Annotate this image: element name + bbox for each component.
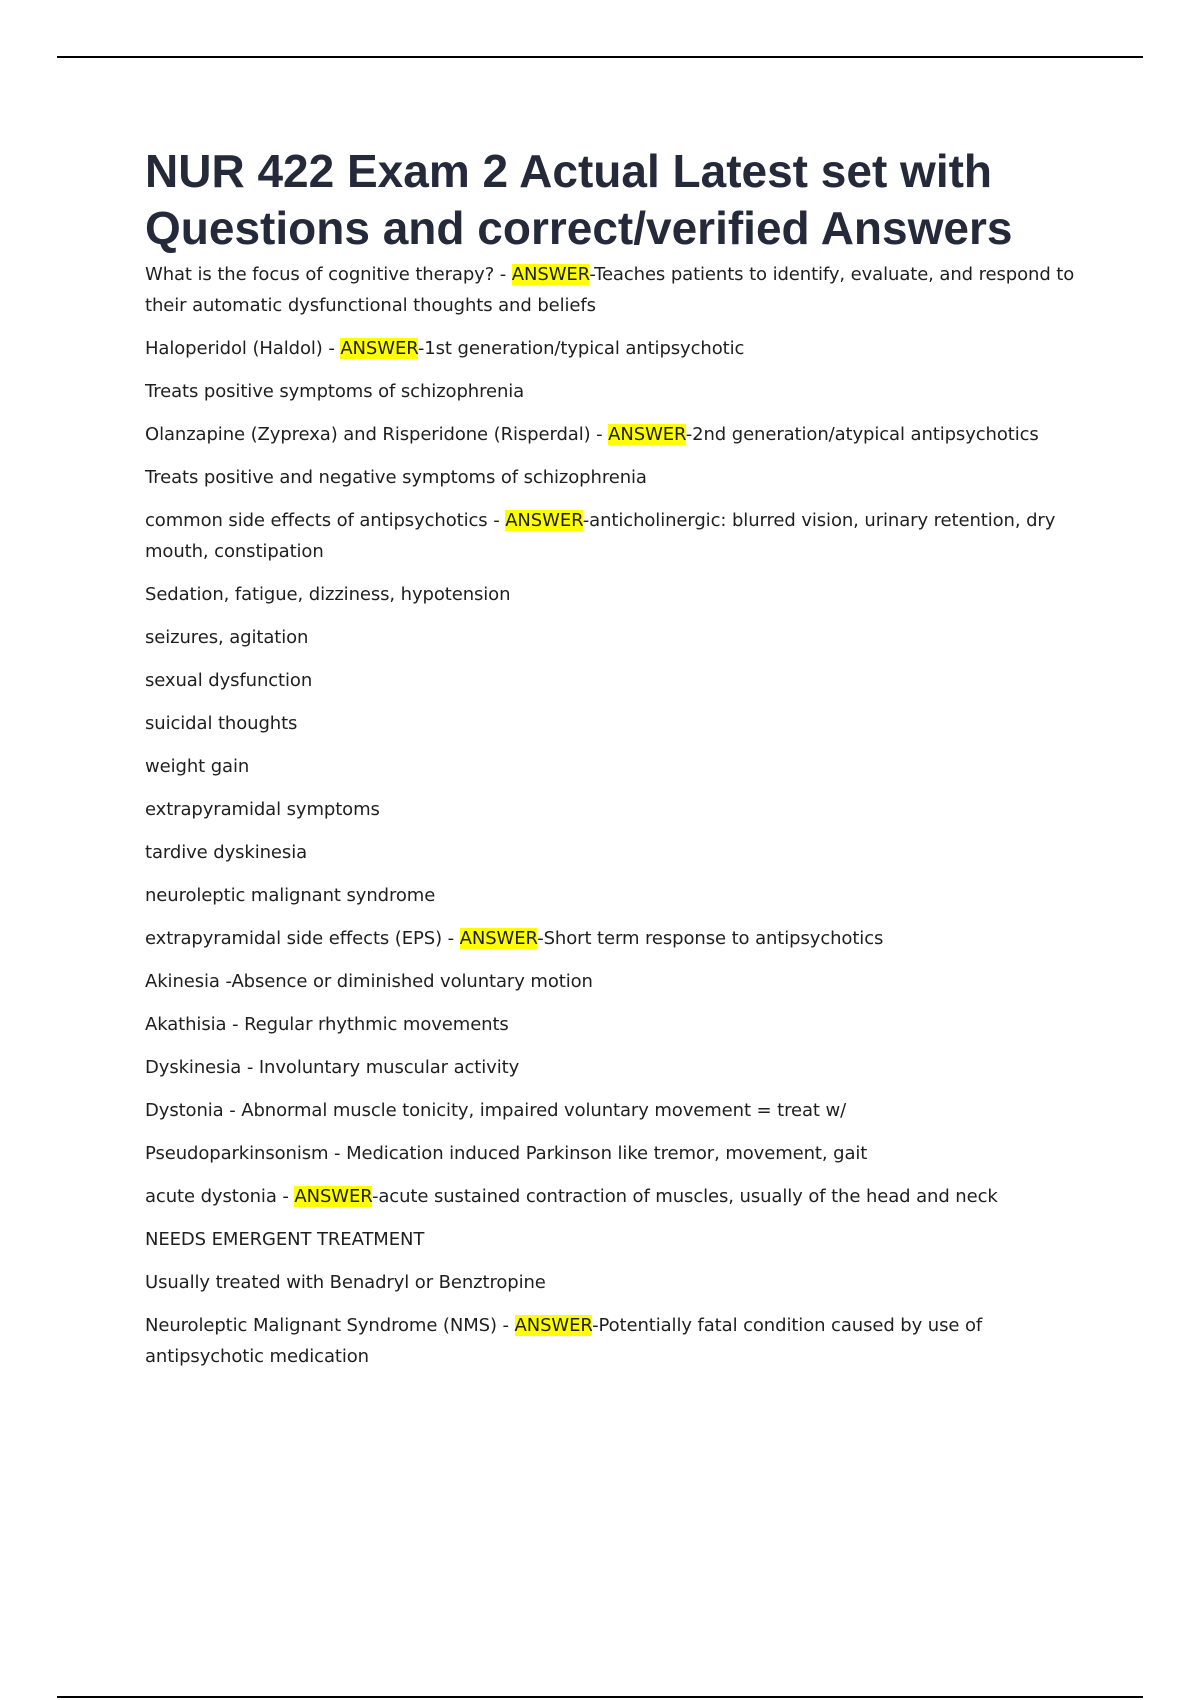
answer-text: -anticholinergic: blurred vision, urinary retention, dry mouth, constipation [145,510,1056,562]
note-text: Sedation, fatigue, dizziness, hypotension [145,584,511,605]
document-title: NUR 422 Exam 2 Actual Latest set with Questions and correct/verified Answers [145,145,1013,254]
document-body [145,143,1090,1384]
note-text: Pseudoparkinsonism - Medication induced Parkinson like tremor, movement, gait [145,1143,868,1164]
note-line [145,1095,1090,1126]
note-text: Akinesia -Absence or diminished voluntary motion [145,971,593,992]
bottom-divider [57,1696,1143,1698]
note-line [145,1224,1090,1255]
note-line [145,665,1090,696]
qa-item [145,923,1090,954]
question-text: extrapyramidal side effects (EPS) - [145,928,460,949]
answer-marker: ANSWER [511,264,590,285]
note-line [145,966,1090,997]
note-line [145,1267,1090,1298]
note-text: Dystonia - Abnormal muscle tonicity, impaired voluntary movement = treat w/ [145,1100,847,1121]
note-text: extrapyramidal symptoms [145,799,380,820]
note-line [145,708,1090,739]
question-text: acute dystonia - [145,1186,295,1207]
note-text: tardive dyskinesia [145,842,308,863]
note-line [145,1138,1090,1169]
question-text: Haloperidol (Haldol) - [145,338,341,359]
answer-text: -2nd generation/atypical antipsychotics [685,424,1039,445]
question-text: common side effects of antipsychotics - [145,510,506,531]
answer-marker: ANSWER [340,338,418,359]
note-line [145,622,1090,653]
qa-item [145,1181,1090,1212]
note-text: neuroleptic malignant syndrome [145,885,436,906]
top-divider [57,56,1143,58]
note-text: weight gain [145,756,250,777]
qa-item [145,259,1090,321]
question-text: Neuroleptic Malignant Syndrome (NMS) - [145,1315,515,1336]
answer-marker: ANSWER [505,510,583,531]
note-line [145,376,1090,407]
note-text: sexual dysfunction [145,670,313,691]
note-text: seizures, agitation [145,627,309,648]
answer-text: -acute sustained contraction of muscles, usually of the head and neck [371,1186,998,1207]
note-line [145,751,1090,782]
qa-item [145,1310,1090,1372]
note-text: suicidal thoughts [145,713,298,734]
answer-marker: ANSWER [514,1315,593,1336]
note-line [145,462,1090,493]
answer-text: -1st generation/typical antipsychotic [417,338,745,359]
note-line [145,794,1090,825]
qa-list [145,259,1090,1372]
answer-text: -Short term response to antipsychotics [537,928,884,949]
answer-marker: ANSWER [459,928,538,949]
note-text: Akathisia - Regular rhythmic movements [145,1014,509,1035]
question-text: What is the focus of cognitive therapy? - [145,264,512,285]
qa-item [145,505,1090,567]
note-line [145,880,1090,911]
qa-item [145,333,1090,364]
note-text: Usually treated with Benadryl or Benztropine [145,1272,546,1293]
note-text: Dyskinesia - Involuntary muscular activity [145,1057,520,1078]
answer-text: -Teaches patients to identify, evaluate, and respond to their automatic dysfunctional thoughts and beliefs [145,264,1075,316]
note-line [145,1052,1090,1083]
note-line [145,579,1090,610]
answer-marker: ANSWER [608,424,686,445]
answer-text: -Potentially fatal condition caused by use of antipsychotic medication [145,1315,983,1367]
qa-item [145,419,1090,450]
question-text: Olanzapine (Zyprexa) and Risperidone (Risperdal) - [145,424,609,445]
note-text: NEEDS EMERGENT TREATMENT [145,1229,425,1250]
note-line [145,837,1090,868]
note-text: Treats positive and negative symptoms of schizophrenia [145,467,647,488]
answer-marker: ANSWER [294,1186,372,1207]
note-line [145,1009,1090,1040]
note-text: Treats positive symptoms of schizophrenia [145,381,525,402]
